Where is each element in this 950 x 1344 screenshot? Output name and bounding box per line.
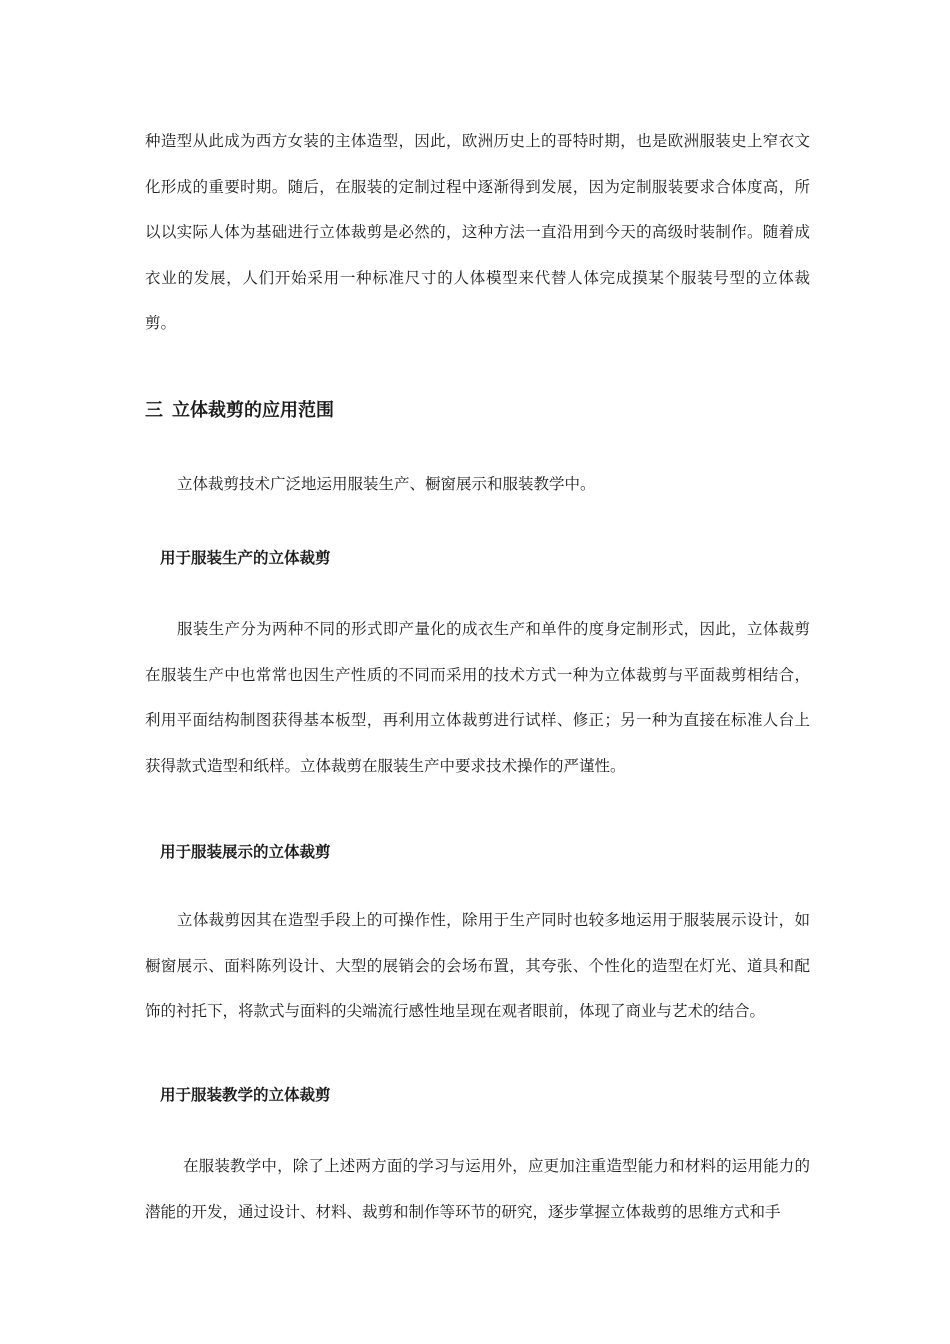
subheading-production: 用于服装生产的立体裁剪 xyxy=(160,548,331,567)
teaching-paragraph-block xyxy=(145,1144,810,1235)
subheading-teaching: 用于服装教学的立体裁剪 xyxy=(160,1085,331,1104)
scope-paragraph-block xyxy=(145,462,810,508)
section-number: 三 xyxy=(145,400,163,421)
section-title: 立体裁剪的应用范围 xyxy=(172,400,334,421)
intro-paragraph: 种造型从此成为西方女装的主体造型，因此，欧洲历史上的哥特时期，也是欧洲服装史上窄衣文化形成的重要时期。随后，在服装的定制过程中逐渐得到发展，因为定制服装要求合体度高，所以以实际人体为基础进行立体裁剪是必然的，这种方法一直沿用到今天的高级时装制作。随着成衣业的发展，人们开始采用一种标准尺寸的人体模型来代替人体完成摸某个服装号型的立体裁剪。 xyxy=(145,132,810,332)
display-subheading-block xyxy=(145,839,810,865)
display-paragraph-block xyxy=(145,898,810,1035)
section-heading-block xyxy=(145,398,810,424)
production-subheading-block xyxy=(145,545,810,571)
teaching-subheading-block xyxy=(145,1082,810,1108)
subheading-display: 用于服装展示的立体裁剪 xyxy=(160,842,331,861)
display-paragraph: 立体裁剪因其在造型手段上的可操作性，除用于生产同时也较多地运用于服装展示设计，如橱窗展示、面料陈列设计、大型的展销会的会场布置，其夸张、个性化的造型在灯光、道具和配饰的衬托下，将款式与面料的尖端流行感性地呈现在观者眼前，体现了商业与艺术的结合。 xyxy=(145,911,810,1020)
teaching-paragraph: 在服装教学中，除了上述两方面的学习与运用外，应更加注重造型能力和材料的运用能力的潜能的开发，通过设计、材料、裁剪和制作等环节的研究，逐步掌握立体裁剪的思维方式和手 xyxy=(145,1157,810,1221)
production-paragraph-block xyxy=(145,607,810,789)
section-heading xyxy=(145,398,810,424)
scope-paragraph: 立体裁剪技术广泛地运用服装生产、橱窗展示和服装教学中。 xyxy=(177,475,596,493)
production-paragraph: 服装生产分为两种不同的形式即产量化的成衣生产和单件的度身定制形式，因此，立体裁剪在服装生产中也常常也因生产性质的不同而采用的技术方式一种为立体裁剪与平面裁剪相结合，利用平面结构制图获得基本板型，再利用立体裁剪进行试样、修正；另一种为直接在标准人台上获得款式造型和纸样。立体裁剪在服装生产中要求技术操作的严谨性。 xyxy=(145,620,810,775)
intro-paragraph-block xyxy=(145,119,810,347)
